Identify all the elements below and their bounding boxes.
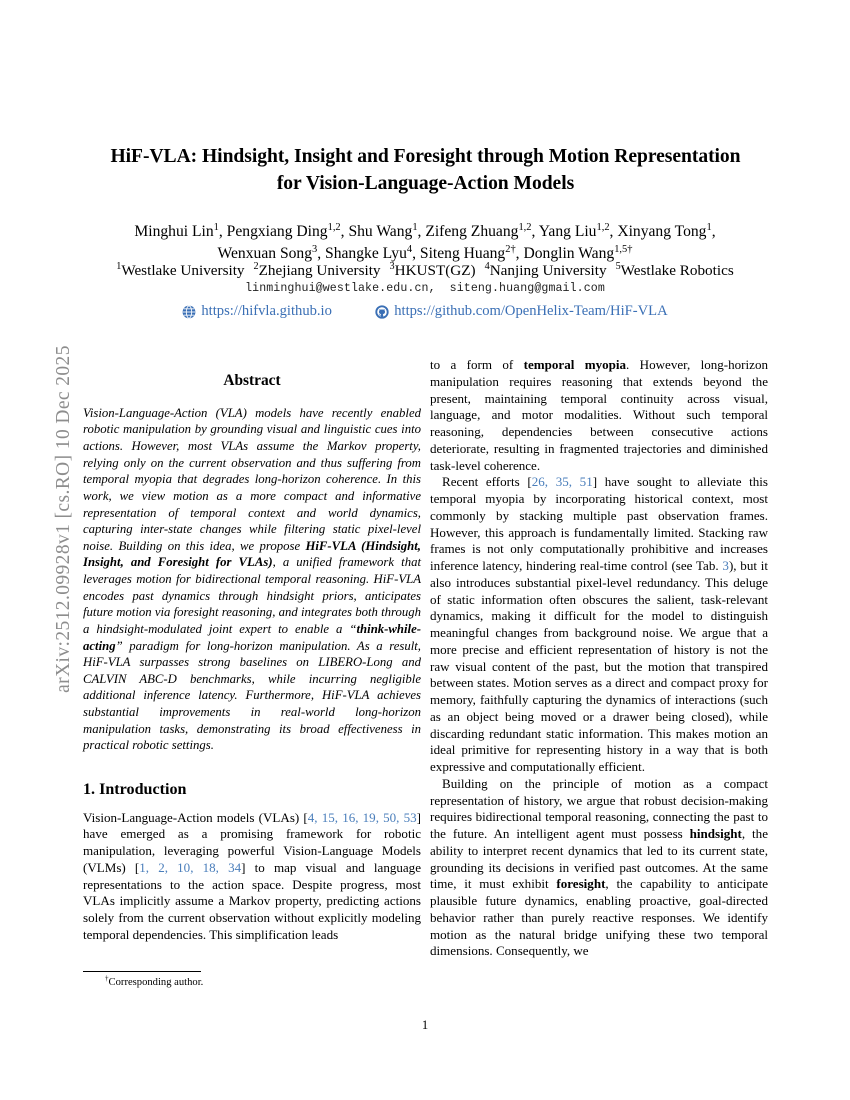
author-affil-marker: 1,2 <box>518 221 532 233</box>
author-name: Yang Liu$^{1,2}$, <box>538 221 618 240</box>
abstract-heading: Abstract <box>223 372 281 389</box>
page-number: 1 <box>421 1018 429 1032</box>
rc-bold-temporal-myopia: temporal myopia <box>523 357 627 372</box>
affiliation-marker: 5 <box>615 260 621 272</box>
author-affil-marker: 1,2 <box>596 221 610 233</box>
author-name: Shangke Lyu$^4$, <box>325 243 420 263</box>
rc-text-3c: , the ability to interpret recent dynamics that led to its current state, grounding its decisions in verified past outcomes. At the same time, it must exhibit <box>430 826 768 892</box>
author-affil-marker: 1 <box>706 221 712 233</box>
title-block <box>83 143 768 197</box>
author-name: Pengxiang Ding$^{1,2}$, <box>226 221 349 240</box>
affiliation-item <box>116 262 244 279</box>
arxiv-stamp: arXiv:2512.09928v1 [cs.RO] 10 Dec 2025 <box>53 345 74 693</box>
github-repo-link[interactable] <box>375 303 667 320</box>
rc-text-3d: , the capability to anticipate plausible future dynamics, enabling proactive, goal-directed behavior rather than purely reactive responses. We identify motion as the natural bridge unifying these two temporal dimensions. Consequently, we <box>430 876 768 959</box>
paper-title-line-2: for Vision-Language-Action Models <box>276 173 575 195</box>
intro-text-c: ] to map visual and language representations to the action space. Despite progress, most VLAs implicitly assume a Markov property, predicting actions solely from the current observation without explicitly modeling temporal dependencies. This simplification leads <box>83 859 421 942</box>
author-name: Donglin Wang$^{1,5\dagger}$ <box>523 243 633 263</box>
citation-group[interactable]: 1, 2, 10, 18, 34 <box>139 859 242 875</box>
abstract-text-a: Vision-Language-Action (VLA) models have recently enabled robotic manipulation by grounding visual and linguistic cues into actions. However, most VLAs assume the Markov property, relying only on the current observation and thus suffering from temporal myopia that degrades long-horizon coherence. In this work, we view motion as a more compact and informative representation of temporal context and world dynamics, capturing inter-state changes while filtering static pixel-level noise. Building on this idea, we propose <box>83 405 421 553</box>
author-affil-marker: 1,5† <box>614 243 633 255</box>
author-name: Shu Wang$^1$, <box>348 221 426 240</box>
affiliation-item <box>254 262 381 279</box>
github-repo-url[interactable]: https://github.com/OpenHelix-Team/HiF-VLA <box>394 303 668 320</box>
rc-text-3a: Building on the principle of motion as a compact representation of history, we argue that robust decision-making requires bidirectional temporal reasoning, connecting the past to the future. An intelligent agent must possess <box>430 775 768 841</box>
section-heading-introduction: 1. Introduction <box>83 780 187 798</box>
author-affil-marker: 3 <box>312 243 318 255</box>
affiliation-name: Nanjing University <box>489 262 607 279</box>
citation-group[interactable]: 4, 15, 16, 19, 50, 53 <box>307 809 417 825</box>
intro-text-b: ] have emerged as a promising framework for robotic manipulation, leveraging powerful Vision-Language Models (VLMs) [ <box>83 809 422 875</box>
intro-text-a: Vision-Language-Action models (VLAs) [ <box>83 809 308 825</box>
author-name: Siteng Huang$^{2\dagger}$, <box>419 243 524 263</box>
email-secondary: siteng.huang@gmail.com <box>449 282 605 295</box>
github-icon <box>375 305 389 319</box>
rc-bold-foresight: foresight <box>556 876 606 892</box>
affiliation-name: Westlake University <box>121 262 245 279</box>
page-title <box>83 143 768 197</box>
footnote-divider <box>83 971 201 972</box>
author-name: Xinyang Tong$^1$, <box>617 221 716 240</box>
rc-text-2c: ), but it also introduces substantial pixel-level redundancy. This deluge of static information often obscures the salient, task-relevant dynamics, making it difficult for the model to distinguish meaningful changes from background noise. We argue that a more precise and efficient representation of history is not the raw visual content of the past, but the motion that transpired between states. Motion serves as a direct and compact proxy for memory, faithfully capturing the dynamics of interactions (such as an object being moved or a drawer being closed), while discarding redundant static information. This makes motion an ideal primitive for representing history in a way that is both expressive and computationally efficient. <box>430 558 768 774</box>
project-links <box>68 303 782 320</box>
affiliation-item <box>390 262 476 279</box>
affiliation-list <box>68 262 782 280</box>
author-affil-marker: 2† <box>505 243 516 255</box>
rc-text-2b: ] have sought to alleviate this temporal myopia by incorporating historical context, most commonly by stacking multiple past observation frames. However, this approach is fundamentally limited. Stacking raw frames is not only computationally prohibitive and increases inference latency, hindering real-time control (see Tab. <box>430 474 769 573</box>
footnote <box>83 971 421 988</box>
project-website-link[interactable] <box>182 303 332 320</box>
footnote-label: Corresponding author. <box>108 977 204 988</box>
intro-paragraph-1 <box>83 810 421 944</box>
author-line-1 <box>68 221 782 243</box>
contact-emails <box>68 282 782 295</box>
affiliation-item <box>616 262 734 279</box>
affiliation-name: Zhejiang University <box>258 262 381 279</box>
abstract-bold-think-while-acting: think-while-acting <box>83 621 421 653</box>
affiliation-marker: 1 <box>116 260 122 272</box>
abstract-paragraph <box>83 405 421 754</box>
author-list <box>68 221 782 265</box>
project-website-url[interactable]: https://hifvla.github.io <box>201 303 332 320</box>
author-name: Wenxuan Song$^3$, <box>217 243 326 263</box>
rc-bold-hindsight: hindsight <box>689 826 742 841</box>
affiliation-name: Westlake Robotics <box>620 262 734 279</box>
affiliation-marker: 4 <box>484 260 490 272</box>
table-reference[interactable]: 3 <box>722 558 729 573</box>
affiliation-marker: 3 <box>389 260 395 272</box>
footnote-text <box>83 974 421 988</box>
rc-text-1c: . However, long-horizon manipulation requires reasoning that extends beyond the present, maintaining temporal continuity across visual, language, and motor modalities. Without such temporal reasoning, dependencies between consecutive actions deteriorate, resulting in fragmented trajectories and diminished task-level coherence. <box>430 357 768 473</box>
affiliation-marker: 2 <box>253 260 259 272</box>
author-name: Minghui Lin$^1$, <box>134 221 227 240</box>
abstract-bold-hifvla: HiF-VLA (Hindsight, Insight, and Foresight for VLAs) <box>83 538 421 570</box>
author-affil-marker: 4 <box>406 243 413 255</box>
footnote-marker: † <box>105 974 109 983</box>
globe-icon <box>182 305 196 319</box>
right-column <box>430 357 768 960</box>
right-paragraph-2 <box>430 474 768 776</box>
rc-text-2a: Recent efforts [ <box>442 474 532 490</box>
author-affil-marker: 1 <box>412 221 418 233</box>
left-column <box>83 371 421 944</box>
right-paragraph-3 <box>430 776 768 960</box>
abstract-text-c: , a unified framework that leverages motion for bidirectional temporal reasoning. HiF-VLA encodes past dynamics through hindsight priors, anticipates future motion via foresight reasoning, and integrates both through a hindsight-modulated joint expert to enable a “ <box>83 555 421 636</box>
affiliation-item <box>485 262 607 279</box>
author-affil-marker: 1,2 <box>327 221 341 233</box>
right-paragraph-1 <box>430 357 768 474</box>
paper-title-line-1: HiF-VLA: Hindsight, Insight and Foresight through Motion Representation <box>110 146 741 167</box>
affiliation-name: HKUST(GZ) <box>394 262 476 279</box>
author-affil-marker: 1 <box>213 221 219 233</box>
author-name: Zifeng Zhuang$^{1,2}$, <box>425 221 539 240</box>
abstract-text-d: ” paradigm for long-horizon manipulation. As a result, HiF-VLA surpasses strong baselines on LIBERO-Long and CALVIN ABC-D benchmarks, while incurring negligible additional inference latency. Furthermore, HiF-VLA achieves substantial improvements in real-world long-horizon manipulation tasks, demonstrating its broad effectiveness in practical robotic settings. <box>83 638 421 753</box>
citation-group[interactable]: 26, 35, 51 <box>531 474 593 490</box>
rc-text-1a: to a form of <box>430 357 524 372</box>
email-primary: linminghui@westlake.edu.cn, <box>245 282 436 295</box>
